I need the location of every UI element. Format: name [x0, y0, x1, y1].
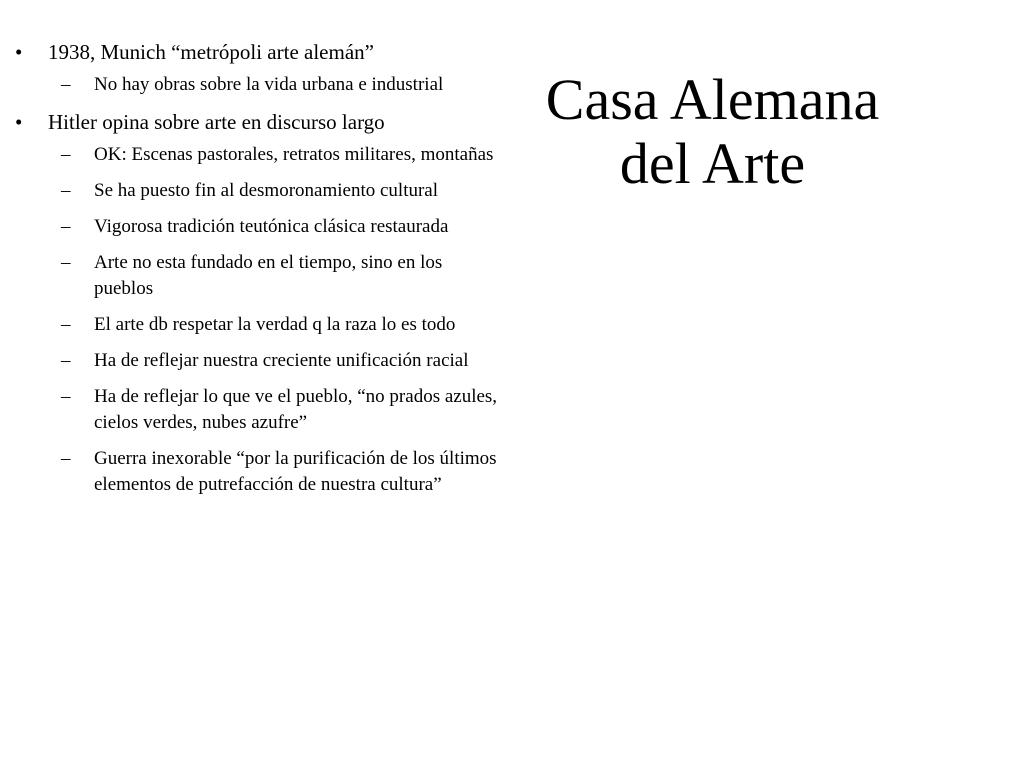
sub-bullet-text: Vigorosa tradición teutónica clásica restaurada	[94, 216, 449, 237]
bullet-text: 1938, Munich “metrópoli arte alemán”	[48, 40, 374, 64]
slide-body	[12, 38, 500, 508]
sub-bullet-text: Arte no esta fundado en el tiempo, sino en los pueblos	[94, 252, 443, 299]
sub-bullet-marker: –	[61, 252, 71, 273]
bullet-item-1	[12, 38, 500, 98]
sub-bullet-list	[12, 72, 500, 98]
sub-bullet-text: Guerra inexorable “por la purificación de los últimos elementos de putrefacción de nuestra cultura”	[94, 448, 497, 495]
sub-bullet-list	[12, 142, 500, 498]
sub-bullet-text: Ha de reflejar nuestra creciente unificación racial	[94, 350, 469, 371]
sub-bullet-item	[12, 348, 500, 374]
bullet-item-2	[12, 108, 500, 498]
bullet-marker: •	[15, 40, 23, 64]
sub-bullet-marker: –	[61, 386, 71, 407]
sub-bullet-marker: –	[61, 216, 71, 237]
sub-bullet-item	[12, 214, 500, 240]
bullet-text: Hitler opina sobre arte en discurso largo	[48, 110, 385, 134]
sub-bullet-marker: –	[61, 448, 71, 469]
bullet-marker: •	[15, 110, 23, 134]
sub-bullet-text: No hay obras sobre la vida urbana e industrial	[94, 74, 444, 95]
sub-bullet-item	[12, 250, 500, 302]
sub-bullet-text: Se ha puesto fin al desmoronamiento cultural	[94, 180, 439, 201]
sub-bullet-item	[12, 142, 500, 168]
slide-title	[500, 68, 925, 196]
sub-bullet-item	[12, 72, 500, 98]
sub-bullet-text: OK: Escenas pastorales, retratos militares, montañas	[94, 144, 494, 165]
slide-title-line-2: del Arte	[619, 131, 806, 196]
slide-title-line-1: Casa Alemana	[545, 67, 880, 132]
sub-bullet-text: El arte db respetar la verdad q la raza lo es todo	[94, 314, 456, 335]
sub-bullet-item	[12, 312, 500, 338]
sub-bullet-text: Ha de reflejar lo que ve el pueblo, “no prados azules, cielos verdes, nubes azufre”	[94, 386, 498, 433]
sub-bullet-item	[12, 446, 500, 498]
sub-bullet-item	[12, 384, 500, 436]
sub-bullet-marker: –	[61, 180, 71, 201]
sub-bullet-marker: –	[61, 314, 71, 335]
sub-bullet-marker: –	[61, 74, 71, 95]
sub-bullet-marker: –	[61, 144, 71, 165]
sub-bullet-marker: –	[61, 350, 71, 371]
bullet-list	[12, 38, 500, 498]
sub-bullet-item	[12, 178, 500, 204]
